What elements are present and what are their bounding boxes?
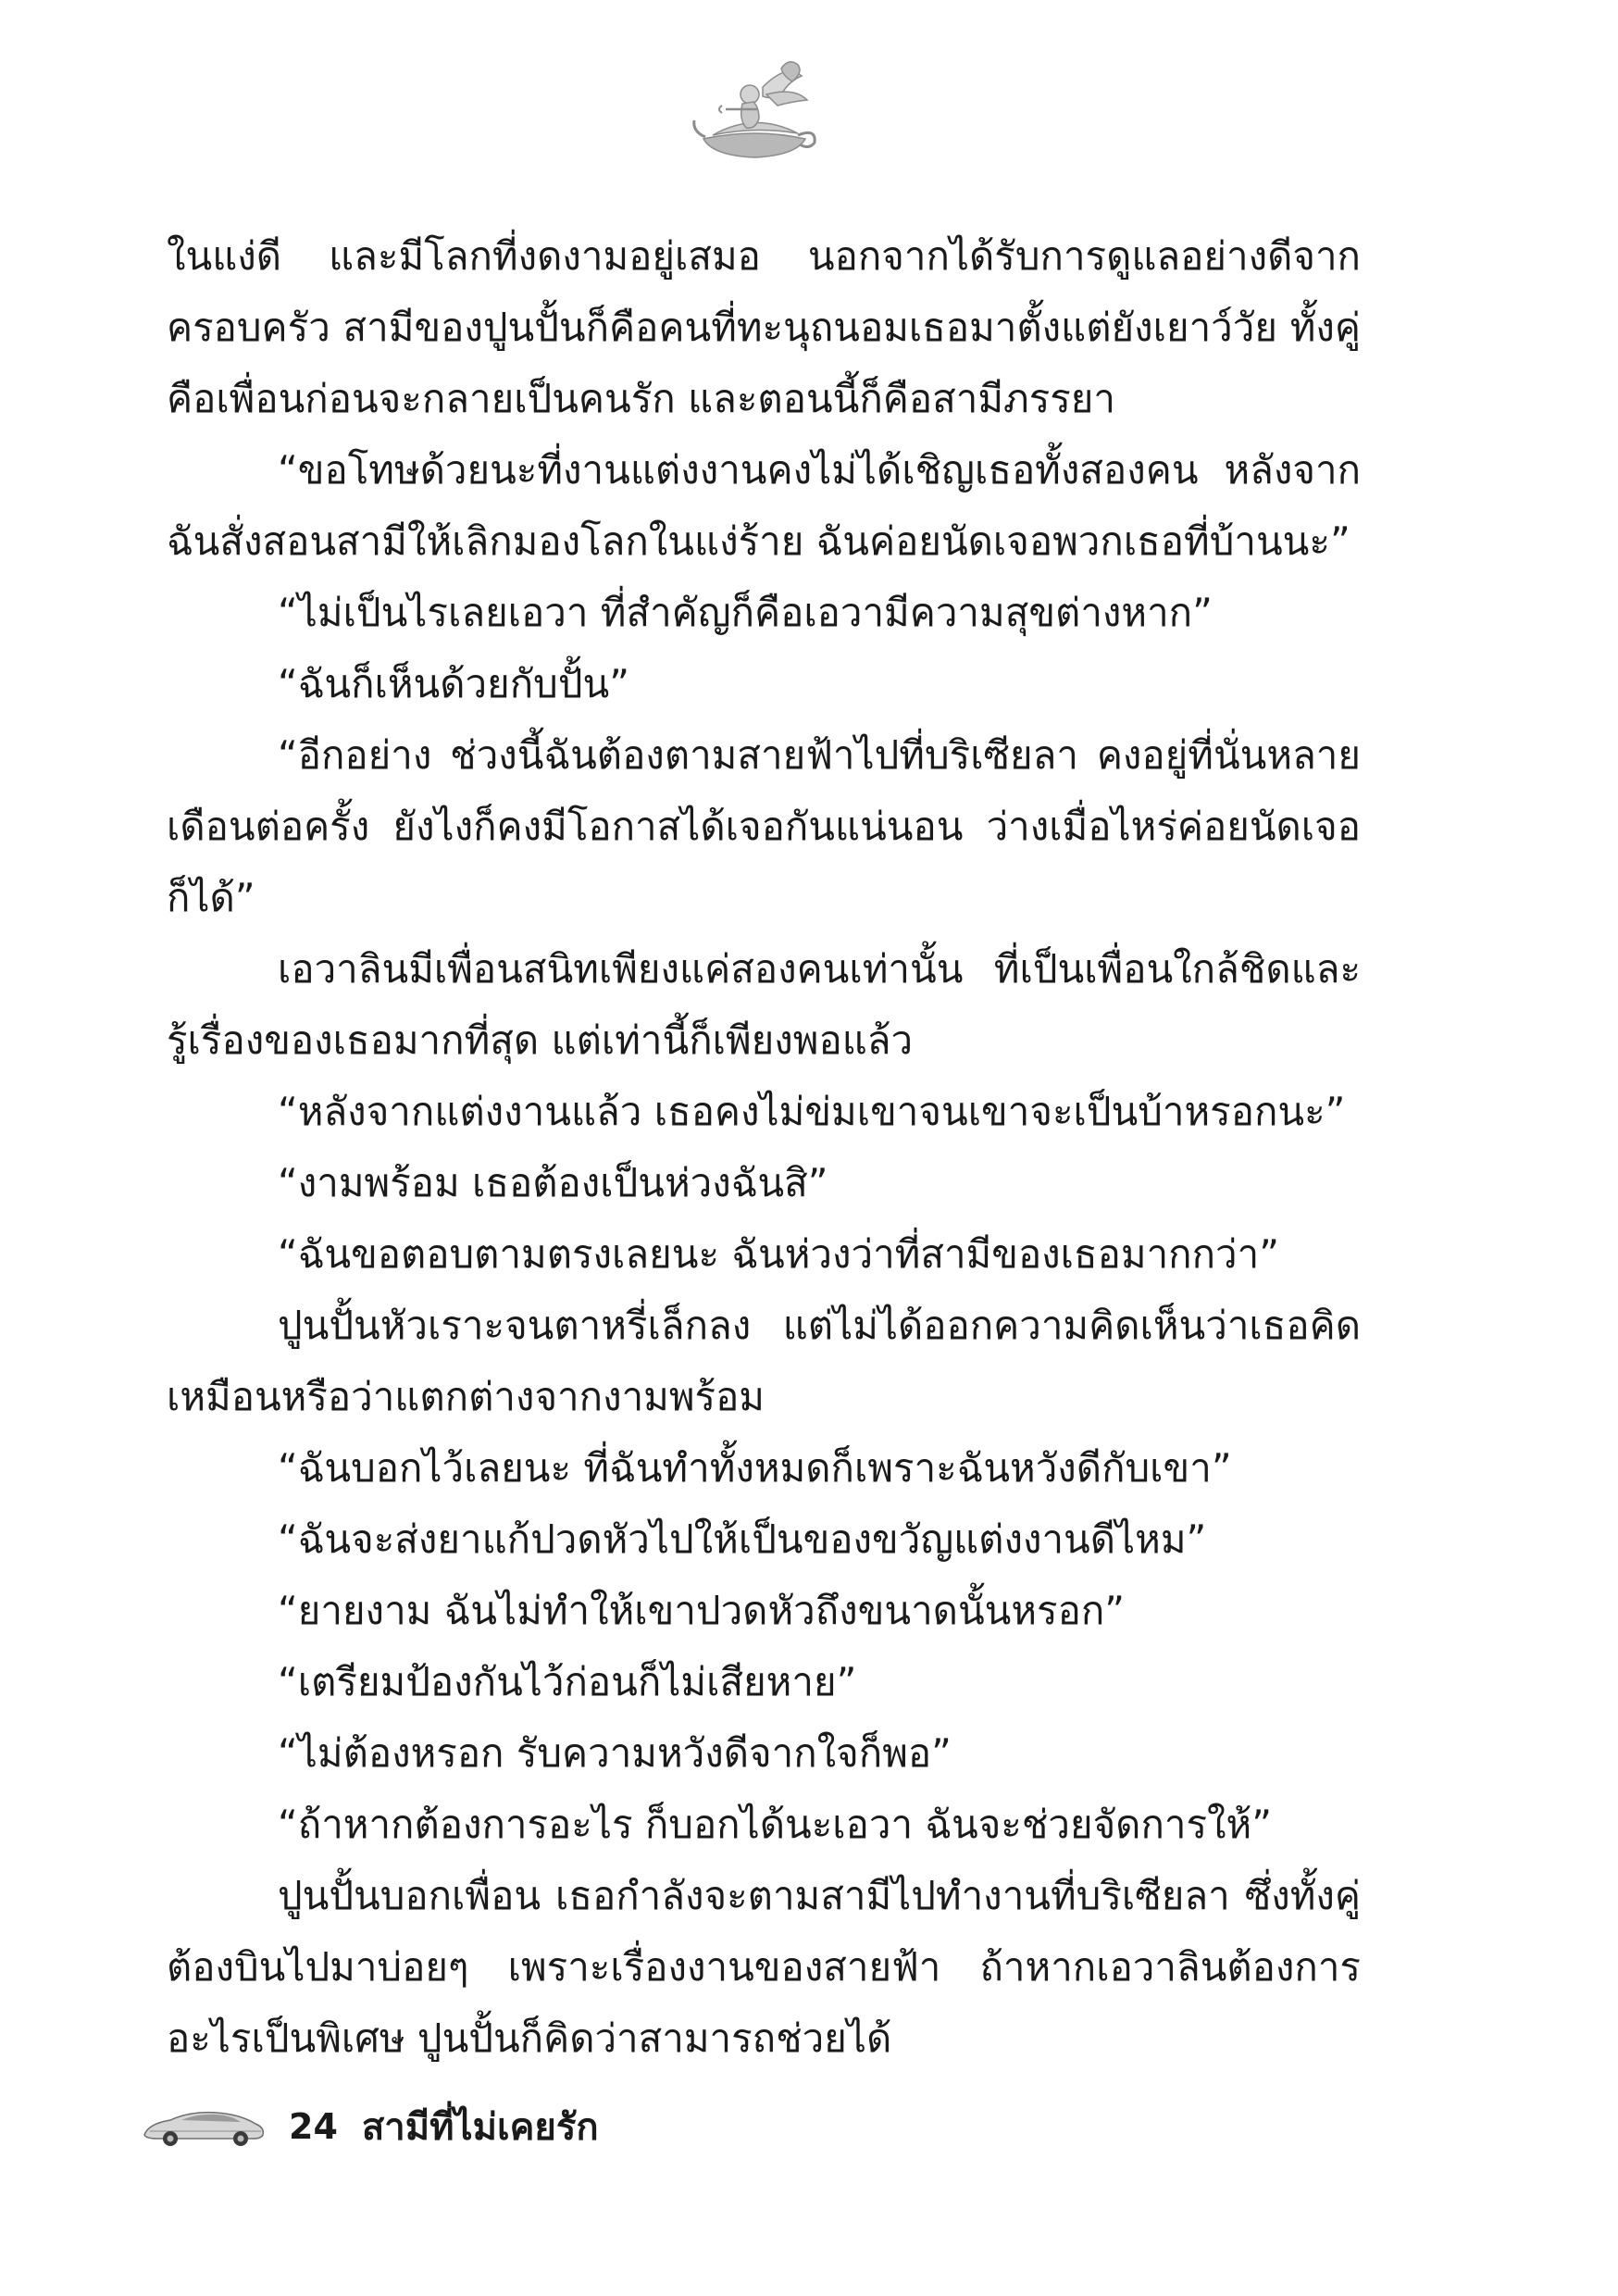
paragraph: “ฉันขอตอบตามตรงเลยนะ ฉันห่วงว่าที่สามีของเธอมากกว่า”: [278, 1231, 1279, 1277]
paragraph: “ฉันบอกไว้เลยนะ ที่ฉันทำทั้งหมดก็เพราะฉันหวังดีกับเขา”: [278, 1445, 1232, 1491]
paragraph: ปูนปั้นบอกเพื่อน เธอกำลังจะตามสามีไปทำงานที่บริเซียลา ซึ่งทั้งคู่ต้องบินไปมาบ่อยๆ เพราะเรื่องงานของสายฟ้า ถ้าหากเอวาลินต้องการอะไรเป็นพิเศษ ปูนปั้นก็คิดว่าสามารถช่วยได้: [167, 1873, 1361, 2061]
page-footer: [139, 2094, 599, 2159]
page-number: 24: [289, 2106, 338, 2147]
paragraph: “อีกอย่าง ช่วงนี้ฉันต้องตามสายฟ้าไปที่บริเซียลา คงอยู่ที่นั่นหลายเดือนต่อครั้ง ยังไงก็คงมีโอกาสได้เจอกันแน่นอน ว่างเมื่อไหร่ค่อยนัดเจอก็ได้”: [167, 732, 1361, 920]
paragraph: ปูนปั้นหัวเราะจนตาหรี่เล็กลง แต่ไม่ได้ออกความคิดเห็นว่าเธอคิดเหมือนหรือว่าแตกต่างจากงามพร้อม: [167, 1303, 1361, 1419]
book-title: สามีที่ไม่เคยรัก: [361, 2106, 599, 2149]
paragraph: “ถ้าหากต้องการอะไร ก็บอกได้นะเอวา ฉันจะช่วยจัดการให้”: [278, 1802, 1272, 1847]
body-text: [167, 220, 1361, 2074]
paragraph: “ไม่เป็นไรเลยเอวา ที่สำคัญก็คือเอวามีความสุขต่างหาก”: [278, 590, 1213, 635]
paragraph: เอวาลินมีเพื่อนสนิทเพียงแค่สองคนเท่านั้น ที่เป็นเพื่อนใกล้ชิดและรู้เรื่องของเธอมากที่สุด แต่เท่านี้ก็เพียงพอแล้ว: [167, 946, 1361, 1063]
paragraph: “ยายงาม ฉันไม่ทำให้เขาปวดหัวถึงขนาดนั้นหรอก”: [278, 1588, 1126, 1633]
paragraph: “ขอโทษด้วยนะที่งานแต่งงานคงไม่ได้เชิญเธอทั้งสองคน หลังจากฉันสั่งสอนสามีให้เลิกมองโลกในแง่ร้าย ฉันค่อยนัดเจอพวกเธอที่บ้านนะ”: [167, 447, 1361, 564]
paragraph: “หลังจากแต่งงานแล้ว เธอคงไม่ข่มเขาจนเขาจะเป็นบ้าหรอกนะ”: [278, 1089, 1346, 1134]
car-icon: [139, 2103, 268, 2150]
paragraph: “ฉันก็เห็นด้วยกับปั้น”: [278, 661, 629, 706]
paragraph: “งามพร้อม เธอต้องเป็นห่วงฉันสิ”: [278, 1160, 828, 1205]
cupid-teapot-ornament-icon: [685, 54, 824, 165]
paragraph: “เตรียมป้องกันไว้ก่อนก็ไม่เสียหาย”: [278, 1659, 857, 1704]
paragraph: “ไม่ต้องหรอก รับความหวังดีจากใจก็พอ”: [278, 1730, 952, 1776]
paragraph: ในแง่ดี และมีโลกที่งดงามอยู่เสมอ นอกจากได้รับการดูแลอย่างดีจากครอบครัว สามีของปูนปั้นก็คือคนที่ทะนุถนอมเธอมาตั้งแต่ยังเยาว์วัย ทั้งคู่คือเพื่อนก่อนจะกลายเป็นคนรัก และตอนนี้ก็คือสามีภรรยา: [167, 233, 1361, 421]
paragraph: “ฉันจะส่งยาแก้ปวดหัวไปให้เป็นของขวัญแต่งงานดีไหม”: [278, 1516, 1207, 1562]
